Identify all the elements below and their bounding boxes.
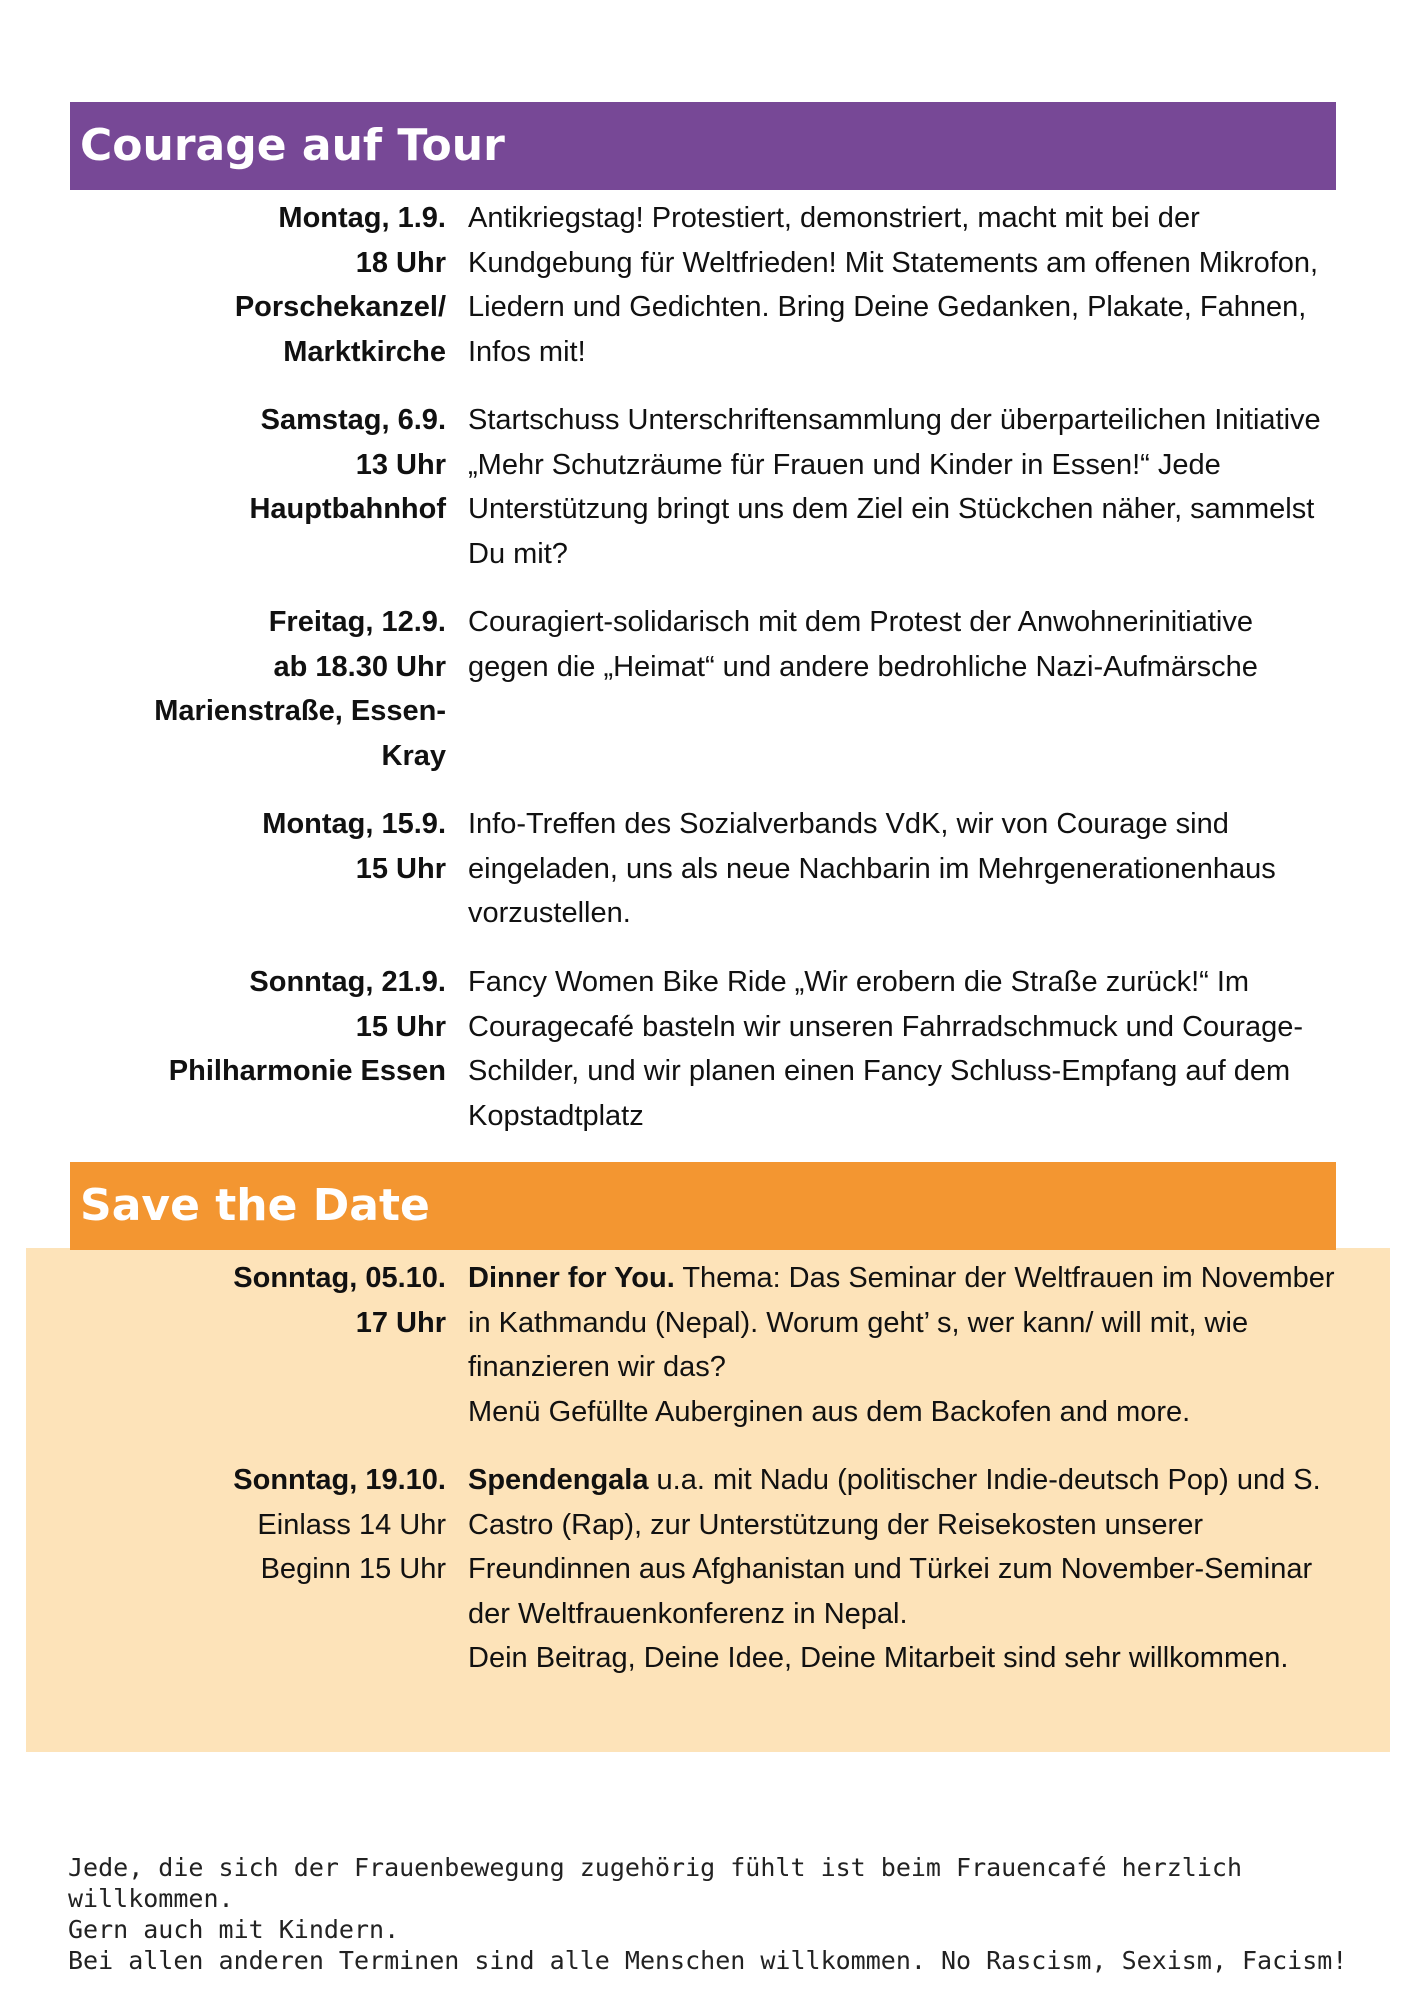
event-time: 17 Uhr bbox=[355, 1306, 446, 1339]
section-heading-save-the-date: Save the Date bbox=[70, 1162, 1336, 1250]
tour-event bbox=[70, 600, 1336, 778]
event-when bbox=[70, 1256, 446, 1434]
event-when bbox=[70, 960, 446, 1138]
event-place: Kray bbox=[381, 739, 446, 772]
event-time: 15 Uhr bbox=[355, 1010, 446, 1043]
event-time: ab 18.30 Uhr bbox=[273, 650, 446, 683]
event-date: Sonntag, 19.10. bbox=[233, 1464, 446, 1496]
event-when bbox=[70, 196, 446, 374]
event-description: Startschuss Unterschriftensammlung der überparteilichen Initiative „Mehr Schutzräume für Frauen und Kinder in Essen!“ Jede Unterstützung bringt uns dem Ziel ein Stückchen näher, sammelst Du mit? bbox=[468, 404, 1321, 570]
event-start: Beginn 15 Uhr bbox=[260, 1553, 446, 1585]
event-date: Sonntag, 21.9. bbox=[249, 966, 446, 998]
event-description: Fancy Women Bike Ride „Wir erobern die Straße zurück!“ Im Couragecafé basteln wir unseren Fahrradschmuck und Courage-Schilder, und wir planen einen Fancy Schluss-Empfang auf dem Kopstadtplatz bbox=[468, 966, 1303, 1132]
event-date: Montag, 15.9. bbox=[262, 808, 446, 840]
event-date: Sonntag, 05.10. bbox=[233, 1262, 446, 1294]
event-description: Couragiert-solidarisch mit dem Protest der Anwohnerinitiative gegen die „Heimat“ und andere bedrohliche Nazi-Aufmärsche bbox=[468, 606, 1258, 683]
event-description bbox=[468, 1256, 1336, 1434]
footer-line: Jede, die sich der Frauenbewegung zugehörig fühlt ist beim Frauencafé herzlich willkommen. bbox=[68, 1853, 1242, 1913]
event-date: Montag, 1.9. bbox=[278, 202, 446, 234]
footer-line: Bei allen anderen Terminen sind alle Menschen willkommen. No Rascism, Sexism, Facism! bbox=[68, 1946, 1348, 1975]
event-time: 15 Uhr bbox=[355, 852, 446, 885]
event-date: Freitag, 12.9. bbox=[268, 606, 446, 638]
event-place: Porschekanzel/ bbox=[234, 291, 446, 323]
event-lead: Dinner for You. bbox=[468, 1262, 675, 1294]
footer-line: Gern auch mit Kindern. bbox=[68, 1915, 400, 1944]
event-time: 18 Uhr bbox=[355, 246, 446, 279]
event-when bbox=[70, 600, 446, 778]
event-place: Philharmonie Essen bbox=[168, 1055, 446, 1087]
event-when bbox=[70, 802, 446, 936]
event-date: Samstag, 6.9. bbox=[260, 404, 446, 436]
event-when bbox=[70, 398, 446, 576]
tour-event bbox=[70, 960, 1336, 1138]
event-description: Antikriegstag! Protestiert, demonstriert, macht mit bei der Kundgebung für Weltfrieden! Mit Statements am offenen Mikrofon, Liedern und Gedichten. Bring Deine Gedanken, Plakate, Fahnen, Infos mit! bbox=[468, 202, 1319, 368]
section-heading-courage-auf-tour: Courage auf Tour bbox=[70, 102, 1336, 190]
event-description: Info-Treffen des Sozialverbands VdK, wir von Courage sind eingeladen, uns als neue Nachbarin im Mehrgenerationenhaus vorzustellen. bbox=[468, 808, 1276, 929]
tour-event bbox=[70, 196, 1336, 374]
event-text-extra: Dein Beitrag, Deine Idee, Deine Mitarbeit sind sehr willkommen. bbox=[468, 1642, 1289, 1674]
event-place: Marienstraße, Essen- bbox=[154, 695, 446, 727]
tour-event bbox=[70, 802, 1336, 936]
footer-note bbox=[68, 1852, 1368, 1976]
event-place: Hauptbahnhof bbox=[249, 493, 446, 525]
event-text: u.a. mit Nadu (politischer Indie-deutsch Pop) und S. Castro (Rap), zur Unterstützung der Reisekosten unserer Freundinnen aus Afghanistan und Türkei zum November-Seminar der Weltfrauenkonferenz in Nepal. bbox=[468, 1464, 1321, 1630]
event-text-extra: Menü Gefüllte Auberginen aus dem Backofen and more. bbox=[468, 1395, 1191, 1428]
save-event bbox=[70, 1256, 1336, 1434]
event-lead: Spendengala bbox=[468, 1464, 649, 1496]
tour-event bbox=[70, 398, 1336, 576]
event-text: Thema: Das Seminar der Weltfrauen im November in Kathmandu (Nepal). Worum geht’ s, wer kann/ will mit, wie finanzieren wir das? bbox=[468, 1262, 1335, 1383]
event-when bbox=[70, 1458, 446, 1681]
event-description bbox=[468, 1458, 1336, 1681]
event-place: Marktkirche bbox=[283, 335, 446, 368]
save-event bbox=[70, 1458, 1336, 1681]
event-time: 13 Uhr bbox=[355, 448, 446, 481]
event-admission: Einlass 14 Uhr bbox=[257, 1508, 446, 1541]
